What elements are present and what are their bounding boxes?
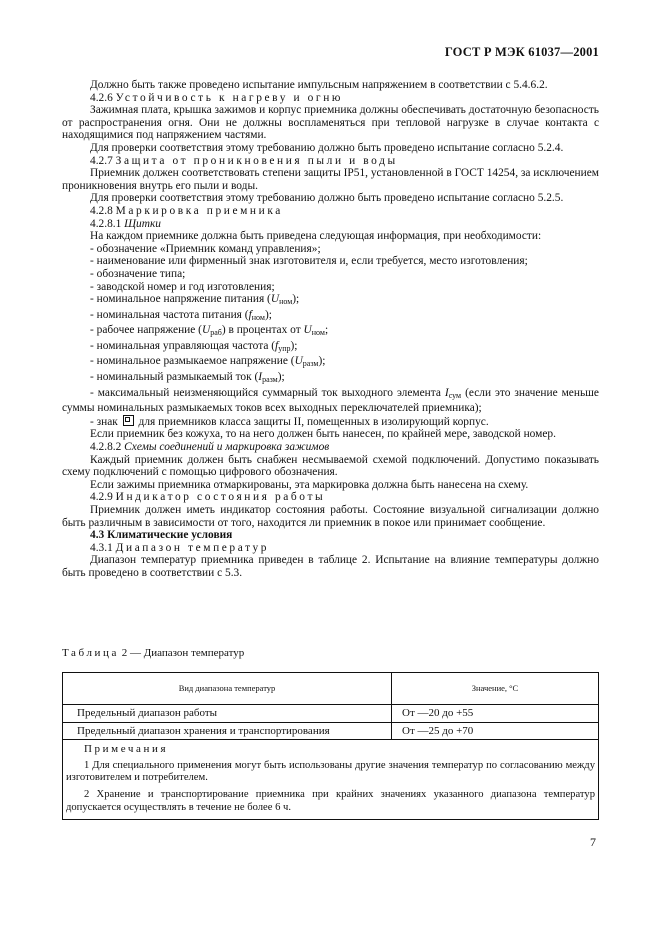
paragraph: Каждый приемник должен быть снабжен несмываемой схемой подключений. Допустимо показывать схему подключений с помощью цифрового обозначения. [62, 453, 599, 479]
paragraph: Для проверки соответствия этому требованию должно быть проведено испытание согласно 5.2.5. [90, 192, 564, 205]
double-square-icon [123, 415, 134, 426]
list-item: - номинальное размыкаемое напряжение $(U_{разм})$; [90, 355, 326, 369]
list-item: - наименование или фирменный знак изготовителя и, если требуется, место изготовления; [90, 255, 528, 268]
section-heading-4-2-7: 4.2.7 Защита от проникновения пыли и воды [90, 154, 398, 167]
paragraph: Диапазон температур приемника приведен в таблице 2. Испытание на влияние температуры должно быть проведено в соответствии с 5.3. [62, 554, 599, 579]
list-item: - заводской номер и год изготовления; [90, 280, 275, 293]
section-heading-4-2-8-1: 4.2.8.1 Щитки [90, 217, 161, 230]
section-heading-4-2-8: 4.2.8 Маркировка приемника [90, 204, 283, 217]
list-item: - номинальная частота питания $(f_{ном})$; [90, 308, 272, 322]
list-item: - обозначение типа; [90, 267, 186, 280]
paragraph: Зажимная плата, крышка зажимов и корпус приемника должны обеспечивать достаточную безопасность от распространения огня. Они не должны воспламеняться при тепловой нагрузке в случае контакта с находящимися под напряжением частями. [62, 104, 599, 142]
section-heading-4-2-8-2: 4.2.8.2 Схемы соединений и маркировка зажимов [90, 441, 330, 454]
paragraph: Если приемник без кожуха, то на него должен быть нанесен, по крайней мере, заводской номер. [90, 428, 556, 441]
table-notes-row [63, 740, 599, 820]
paragraph: На каждом приемнике должна быть приведена следующая информация, при необходимости: [90, 230, 542, 243]
table-row [63, 722, 599, 740]
page-body [62, 79, 599, 580]
column-header: Вид диапазона температур [63, 673, 392, 705]
section-heading-4-3-1: 4.3.1 Диапазон температур [90, 541, 270, 554]
table-cell: Предельный диапазон работы [63, 705, 392, 723]
section-heading-4-3: 4.3 Климатические условия [90, 529, 233, 542]
table-header-row [63, 673, 599, 705]
paragraph: Приемник должен иметь индикатор состояния работы. Состояние визуальной сигнализации должно быть различным в зависимости от того, находится ли приемник в покое или принимает сообщение. [62, 504, 599, 529]
list-item: - номинальная управляющая частота $(f_{упр})$; [90, 339, 298, 353]
note: 1 Для специального применения могут быть использованы другие значения температур по согласованию между изготовителем и потребителем. [66, 759, 595, 784]
paragraph: Для проверки соответствия этому требованию должно быть проведено испытание согласно 5.2.4. [90, 141, 564, 154]
paragraph: Должно быть также проведено испытание импульсным напряжением в соответствии с 5.4.6.2. [90, 79, 548, 91]
temperature-table [62, 672, 599, 820]
paragraph: Приемник должен соответствовать степени защиты IP51, установленной в ГОСТ 14254, за исключением проникновения внутрь его пыли и воды. [62, 167, 599, 192]
section-heading-4-2-9: 4.2.9 Индикатор состояния работы [90, 491, 326, 504]
list-item: - знак для приемников класса защиты II, помещенных в изолирующий корпус. [90, 415, 489, 428]
page-header: ГОСТ Р МЭК 61037—2001 [444, 45, 599, 59]
notes-title: Примечания [84, 743, 169, 756]
table-cell: Предельный диапазон хранения и транспортирования [63, 722, 392, 740]
column-header: Значение, °С [392, 673, 599, 705]
table-row [63, 705, 599, 723]
list-item: - номинальный размыкаемый ток $(I_{разм})$; [90, 371, 285, 385]
paragraph: Если зажимы приемника отмаркированы, эта маркировка должна быть нанесена на схему. [90, 478, 529, 491]
list-item: - номинальное напряжение питания $(U_{ном})$; [90, 293, 300, 307]
table-cell: От —25 до +70 [392, 722, 599, 740]
page-number: 7 [590, 835, 596, 849]
list-item: - рабочее напряжение $(U_{раб})$ в процентах от $U_{ном}$; [90, 324, 329, 338]
list-item: - обозначение «Приемник команд управления»; [90, 242, 321, 255]
list-item: - максимальный неизменяющийся суммарный ток выходного элемента $I_{сум}$ (если это значение меньше суммы номинальных размыкаемых токов всех выходных переключателей приемника); [62, 386, 599, 415]
table-notes [63, 740, 599, 820]
section-heading-4-2-6: 4.2.6 Устойчивость к нагреву и огню [90, 91, 343, 104]
table-caption: Таблица 2 — Диапазон температур [62, 647, 245, 659]
table-cell: От —20 до +55 [392, 705, 599, 723]
note: 2 Хранение и транспортирование приемника при крайних значениях указанного диапазона температур допускается осуществлять в течение не более 6 ч. [66, 788, 595, 813]
